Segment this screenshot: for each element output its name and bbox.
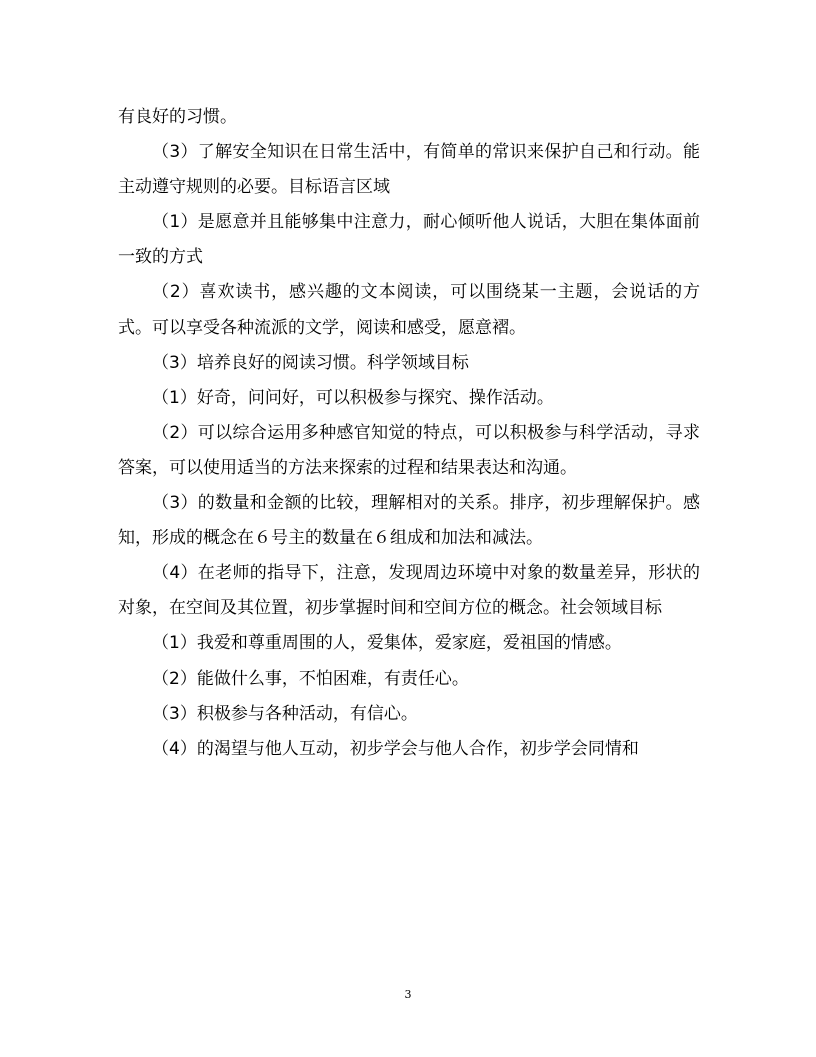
paragraph-love-respect: （1）我爱和尊重周围的人，爱集体，爱家庭，爱祖国的情感。 <box>152 633 622 654</box>
paragraph-confidence: （3）积极参与各种活动，有信心。 <box>152 703 418 724</box>
paragraph-interaction: （4）的渴望与他人互动，初步学会与他人合作，初步学会同情和 <box>152 738 639 759</box>
paragraph-responsibility: （2）能做什么事，不怕困难，有责任心。 <box>152 668 469 689</box>
document-body <box>118 100 700 767</box>
paragraph-curiosity: （1）好奇，问问好，可以积极参与探究、操作活动。 <box>152 387 554 408</box>
paragraph-safety-knowledge: （3）了解安全知识在日常生活中，有简单的常识来保护自己和行动。能主动遵守规则的必要。目标语言区域 <box>118 142 700 198</box>
paragraph-spatial: （4）在老师的指导下，注意，发现周边环境中对象的数量差异，形状的对象，在空间及其位置，初步掌握时间和空间方位的概念。社会领域目标 <box>118 563 700 619</box>
paragraph-senses: （2）可以综合运用多种感官知觉的特点，可以积极参与科学活动，寻求答案，可以使用适当的方法来探索的过程和结果表达和沟通。 <box>118 422 700 478</box>
paragraph-attention-listening: （1）是愿意并且能够集中注意力，耐心倾听他人说话，大胆在集体面前一致的方式 <box>118 212 700 268</box>
page-number: 3 <box>404 988 412 1001</box>
paragraph-reading-interest: （2）喜欢读书，感兴趣的文本阅读，可以围绕某一主题，会说话的方式。可以享受各种流派的文学，阅读和感受，愿意褶。 <box>118 282 700 338</box>
paragraph-quantity: （3）的数量和金额的比较，理解相对的关系。排序，初步理解保护。感知，形成的概念在６号主的数量在６组成和加法和减法。 <box>118 493 700 549</box>
paragraph-reading-habits: （3）培养良好的阅读习惯。科学领域目标 <box>152 352 469 373</box>
paragraph-continuation: 有良好的习惯。 <box>118 107 237 127</box>
